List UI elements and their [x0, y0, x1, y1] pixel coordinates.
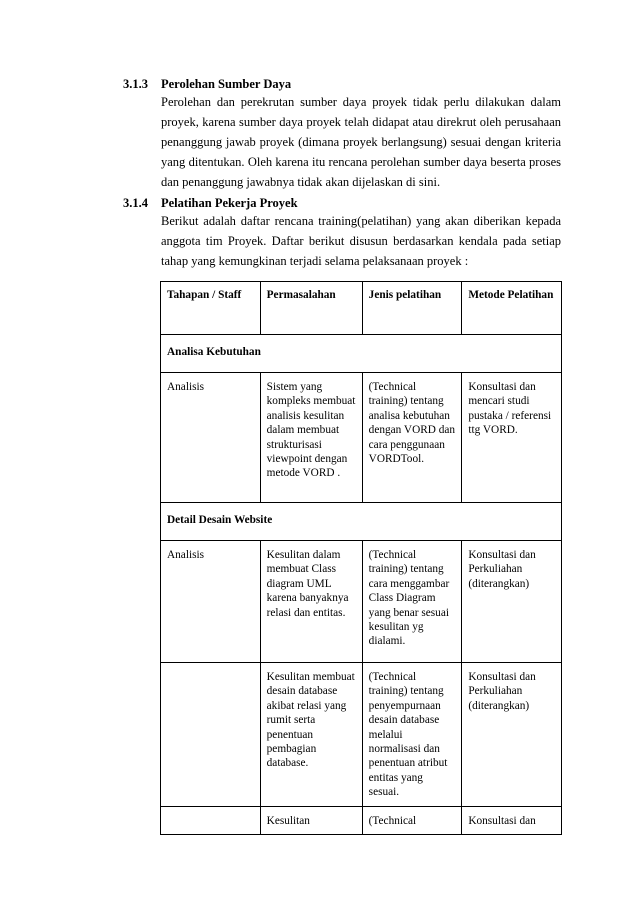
section-3-1-4-heading	[123, 196, 298, 211]
cell-jenis: (Technical training) tentang cara menggambar Class Diagram yang benar sesuai kesulitan yg dialami.	[362, 541, 462, 663]
table-row	[161, 373, 562, 503]
section-title-cell: Detail Desain Website	[161, 503, 562, 541]
cell-tahapan	[161, 806, 261, 834]
cell-permasalahan: Kesulitan dalam membuat Class diagram UML karena banyaknya relasi dan entitas.	[260, 541, 362, 663]
cell-metode: Konsultasi dan	[462, 806, 562, 834]
training-plan-table	[160, 281, 562, 835]
cell-jenis: (Technical training) tentang penyempurnaan desain database melalui normalisasi dan penentuan atribut entitas yang sesuai.	[362, 663, 462, 807]
table-row	[161, 663, 562, 807]
section-number: 3.1.3	[123, 77, 148, 91]
cell-jenis: (Technical	[362, 806, 462, 834]
cell-tahapan	[161, 663, 261, 807]
section-3-1-3-heading	[123, 77, 291, 92]
cell-permasalahan: Kesulitan membuat desain database akibat relasi yang rumit serta penentuan pembagian database.	[260, 663, 362, 807]
table-row	[161, 806, 562, 834]
header-jenis-pelatihan: Jenis pelatihan	[362, 282, 462, 335]
section-number: 3.1.4	[123, 196, 148, 210]
cell-metode: Konsultasi dan Perkuliahan (diterangkan)	[462, 663, 562, 807]
header-tahapan: Tahapan / Staff	[161, 282, 261, 335]
header-permasalahan: Permasalahan	[260, 282, 362, 335]
cell-jenis: (Technical training) tentang analisa kebutuhan dengan VORD dan cara penggunaan VORDTool.	[362, 373, 462, 503]
table-row	[161, 541, 562, 663]
header-metode-pelatihan: Metode Pelatihan	[462, 282, 562, 335]
table-section-row	[161, 335, 562, 373]
table-header-row	[161, 282, 562, 335]
cell-permasalahan: Kesulitan	[260, 806, 362, 834]
cell-tahapan: Analisis	[161, 541, 261, 663]
cell-tahapan: Analisis	[161, 373, 261, 503]
cell-permasalahan: Sistem yang kompleks membuat analisis kesulitan dalam membuat strukturisasi viewpoint dengan metode VORD .	[260, 373, 362, 503]
section-title-cell: Analisa Kebutuhan	[161, 335, 562, 373]
section-title: Pelatihan Pekerja Proyek	[161, 196, 298, 210]
section-3-1-3-paragraph	[161, 92, 561, 192]
cell-metode: Konsultasi dan Perkuliahan (diterangkan)	[462, 541, 562, 663]
section-title: Perolehan Sumber Daya	[161, 77, 292, 91]
paragraph-text: Perolehan dan perekrutan sumber daya proyek tidak perlu dilakukan dalam proyek, karena sumber daya proyek telah didapat atau direkrut oleh perusahaan penanggung jawab proyek (dimana proyek berlangsung) sesuai dengan kriteria yang ditentukan. Oleh karena itu rencana perolehan sumber daya beserta proses dan penanggung jawabnya tidak akan dijelaskan di sini.	[161, 95, 561, 189]
table-section-row	[161, 503, 562, 541]
section-3-1-4-paragraph	[161, 211, 561, 271]
paragraph-text: Berikut adalah daftar rencana training(pelatihan) yang akan diberikan kepada anggota tim Proyek. Daftar berikut disusun berdasarkan kendala pada setiap tahap yang kemungkinan terjadi selama pelaksanaan proyek :	[161, 214, 561, 268]
cell-metode: Konsultasi dan mencari studi pustaka / referensi ttg VORD.	[462, 373, 562, 503]
